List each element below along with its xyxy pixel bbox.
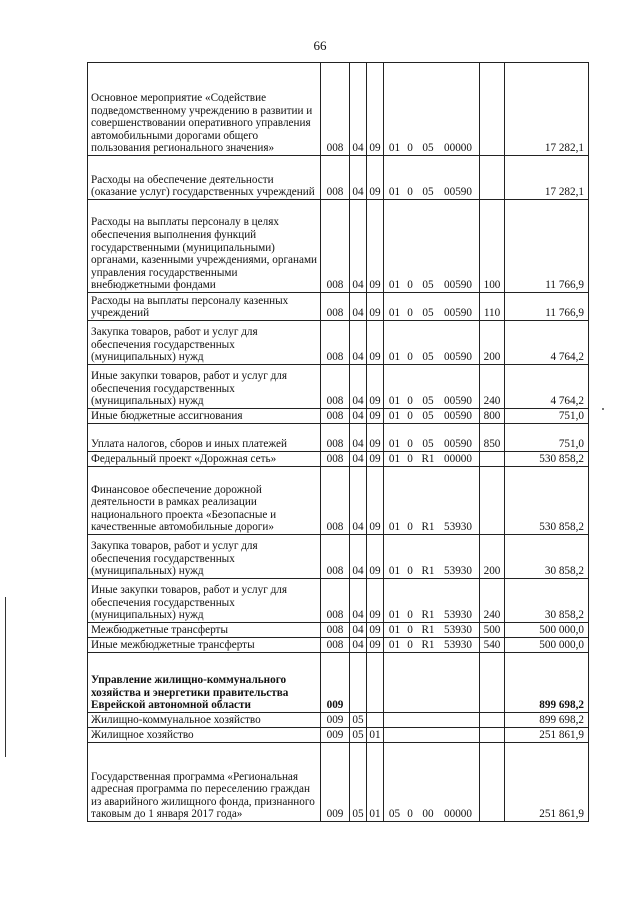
target-article-cell — [384, 713, 480, 728]
target-article-part: 0 — [407, 438, 413, 451]
target-article-part: 05 — [422, 279, 434, 292]
target-article-part: 53930 — [444, 639, 472, 652]
table-row — [88, 293, 589, 321]
amount-cell: 30 858,2 — [505, 579, 589, 623]
table-row — [88, 743, 589, 822]
target-article-part: 0 — [407, 565, 413, 578]
subsection-code-cell: 09 — [367, 156, 384, 200]
target-article-part: 53930 — [444, 609, 472, 622]
table-row — [88, 63, 589, 156]
target-article-cell — [384, 293, 480, 321]
target-article-part: 01 — [388, 307, 401, 320]
target-article-part: 0 — [407, 410, 413, 423]
target-article-part: 01 — [388, 186, 401, 199]
target-article-part: 0 — [407, 609, 413, 622]
expense-type-cell: 240 — [480, 579, 505, 623]
expense-type-cell: 200 — [480, 535, 505, 579]
section-code-cell: 04 — [350, 63, 367, 156]
target-article-part: 00590 — [444, 186, 472, 199]
expense-type-cell: 110 — [480, 293, 505, 321]
target-article-cell — [384, 728, 480, 743]
item-name-cell: Финансовое обеспечение дорожной деятельности в рамках реализации национального проекта «Безопасные и качественные автомобильные дороги» — [88, 467, 321, 535]
target-article-part: 00590 — [444, 279, 472, 292]
table-row — [88, 321, 589, 365]
amount-cell: 530 858,2 — [505, 467, 589, 535]
item-name-cell: Расходы на выплаты персоналу в целях обеспечения выполнения функций государственными (муниципальными) органами, казенными учреждениями, органами управления государственными внебюджетными фондами — [88, 200, 321, 293]
target-article-part: R1 — [421, 521, 435, 534]
admin-code-cell: 008 — [321, 535, 350, 579]
target-article-part: 0 — [407, 521, 413, 534]
target-article-cell — [384, 409, 480, 424]
amount-cell: 11 766,9 — [505, 293, 589, 321]
subsection-code-cell: 09 — [367, 452, 384, 467]
target-article-part: 0 — [407, 453, 413, 466]
amount-cell: 251 861,9 — [505, 728, 589, 743]
admin-code-cell: 008 — [321, 293, 350, 321]
target-article-part: 01 — [388, 351, 401, 364]
target-article-part: 00000 — [444, 808, 472, 821]
table-row — [88, 467, 589, 535]
target-article-part: 05 — [422, 307, 434, 320]
amount-cell: 30 858,2 — [505, 535, 589, 579]
admin-code-cell: 009 — [321, 743, 350, 822]
item-name-cell: Расходы на обеспечение деятельности (оказание услуг) государственных учреждений — [88, 156, 321, 200]
admin-code-cell: 008 — [321, 365, 350, 409]
admin-code-cell: 008 — [321, 623, 350, 638]
admin-code-cell: 008 — [321, 409, 350, 424]
admin-code-cell: 008 — [321, 452, 350, 467]
page-number: 66 — [313, 38, 327, 53]
item-name-cell: Федеральный проект «Дорожная сеть» — [88, 452, 321, 467]
target-article-part: 01 — [388, 639, 401, 652]
target-article-cell — [384, 535, 480, 579]
admin-code-cell: 009 — [321, 728, 350, 743]
expense-type-cell — [480, 743, 505, 822]
admin-code-cell: 008 — [321, 467, 350, 535]
table-row — [88, 713, 589, 728]
target-article-part: 0 — [407, 639, 413, 652]
section-code-cell: 05 — [350, 743, 367, 822]
amount-cell: 251 861,9 — [505, 743, 589, 822]
target-article-part: 00 — [422, 808, 434, 821]
target-article-part: 05 — [422, 395, 434, 408]
subsection-code-cell — [367, 653, 384, 713]
section-code-cell: 04 — [350, 535, 367, 579]
target-article-cell — [384, 653, 480, 713]
item-name-cell: Расходы на выплаты персоналу казенных учреждений — [88, 293, 321, 321]
table-row — [88, 424, 589, 452]
item-name-cell: Межбюджетные трансферты — [88, 623, 321, 638]
expense-type-cell: 800 — [480, 409, 505, 424]
item-name-cell: Иные бюджетные ассигнования — [88, 409, 321, 424]
expense-type-cell — [480, 156, 505, 200]
target-article-part: 0 — [407, 395, 413, 408]
target-article-cell — [384, 200, 480, 293]
item-name-cell: Управление жилищно-коммунального хозяйства и энергетики правительства Еврейской автономной области — [88, 653, 321, 713]
item-name-cell: Основное мероприятие «Содействие подведомственному учреждению в развитии и совершенствовании оперативного управления автомобильными дорогами общего пользования регионального значения» — [88, 63, 321, 156]
amount-cell: 751,0 — [505, 424, 589, 452]
target-article-part: 01 — [388, 624, 401, 637]
target-article-part: 05 — [422, 351, 434, 364]
item-name-cell: Закупка товаров, работ и услуг для обеспечения государственных (муниципальных) нужд — [88, 535, 321, 579]
item-name-cell: Государственная программа «Региональная адресная программа по переселению граждан из аварийного жилищного фонда, признанного таковым до 1 января 2017 года» — [88, 743, 321, 822]
section-code-cell: 05 — [350, 728, 367, 743]
target-article-part: R1 — [421, 639, 435, 652]
target-article-part: 05 — [388, 808, 401, 821]
amount-cell: 899 698,2 — [505, 713, 589, 728]
target-article-cell — [384, 156, 480, 200]
section-code-cell: 04 — [350, 623, 367, 638]
amount-cell: 17 282,1 — [505, 63, 589, 156]
amount-cell: 500 000,0 — [505, 638, 589, 653]
target-article-part: 00590 — [444, 438, 472, 451]
target-article-cell — [384, 743, 480, 822]
target-article-cell — [384, 424, 480, 452]
target-article-cell — [384, 623, 480, 638]
amount-cell: 751,0 — [505, 409, 589, 424]
expense-type-cell — [480, 467, 505, 535]
table-row — [88, 638, 589, 653]
target-article-part: 53930 — [444, 565, 472, 578]
subsection-code-cell: 09 — [367, 623, 384, 638]
admin-code-cell: 009 — [321, 653, 350, 713]
target-article-cell — [384, 63, 480, 156]
target-article-part: R1 — [421, 609, 435, 622]
section-code-cell: 05 — [350, 713, 367, 728]
expense-type-cell — [480, 452, 505, 467]
target-article-cell — [384, 579, 480, 623]
section-code-cell: 04 — [350, 156, 367, 200]
target-article-cell — [384, 452, 480, 467]
target-article-part: 0 — [407, 279, 413, 292]
target-article-part: 01 — [388, 438, 401, 451]
margin-line — [5, 597, 6, 757]
subsection-code-cell: 09 — [367, 424, 384, 452]
target-article-part: 0 — [407, 142, 413, 155]
target-article-part: 0 — [407, 307, 413, 320]
expense-type-cell: 540 — [480, 638, 505, 653]
target-article-part: 01 — [388, 279, 401, 292]
section-code-cell: 04 — [350, 365, 367, 409]
amount-cell: 500 000,0 — [505, 623, 589, 638]
section-code-cell: 04 — [350, 467, 367, 535]
target-article-cell — [384, 321, 480, 365]
table-row — [88, 579, 589, 623]
target-article-cell — [384, 365, 480, 409]
subsection-code-cell: 09 — [367, 638, 384, 653]
target-article-part: 0 — [407, 808, 413, 821]
table-row — [88, 535, 589, 579]
admin-code-cell: 008 — [321, 579, 350, 623]
target-article-part: 05 — [422, 142, 434, 155]
subsection-code-cell — [367, 713, 384, 728]
target-article-part: R1 — [421, 565, 435, 578]
section-code-cell: 04 — [350, 424, 367, 452]
amount-cell: 11 766,9 — [505, 200, 589, 293]
amount-cell: 4 764,2 — [505, 365, 589, 409]
subsection-code-cell: 09 — [367, 200, 384, 293]
target-article-part: 00000 — [444, 453, 472, 466]
table-row — [88, 728, 589, 743]
table-row — [88, 156, 589, 200]
expense-type-cell: 240 — [480, 365, 505, 409]
target-article-part: 01 — [388, 142, 401, 155]
target-article-part: 01 — [388, 609, 401, 622]
target-article-part: 01 — [388, 395, 401, 408]
target-article-part: 01 — [388, 521, 401, 534]
table-row — [88, 409, 589, 424]
expense-type-cell — [480, 713, 505, 728]
target-article-part: 00590 — [444, 351, 472, 364]
subsection-code-cell: 01 — [367, 743, 384, 822]
expense-type-cell: 100 — [480, 200, 505, 293]
target-article-part: 00590 — [444, 410, 472, 423]
subsection-code-cell: 09 — [367, 409, 384, 424]
expense-type-cell — [480, 728, 505, 743]
item-name-cell: Жилищное хозяйство — [88, 728, 321, 743]
subsection-code-cell: 09 — [367, 63, 384, 156]
target-article-part: 00000 — [444, 142, 472, 155]
expense-type-cell — [480, 653, 505, 713]
item-name-cell: Закупка товаров, работ и услуг для обеспечения государственных (муниципальных) нужд — [88, 321, 321, 365]
section-code-cell: 04 — [350, 321, 367, 365]
target-article-part: 00590 — [444, 307, 472, 320]
target-article-part: 01 — [388, 410, 401, 423]
target-article-part: 05 — [422, 438, 434, 451]
target-article-part: 0 — [407, 186, 413, 199]
target-article-part: 53930 — [444, 624, 472, 637]
subsection-code-cell: 09 — [367, 535, 384, 579]
admin-code-cell: 008 — [321, 424, 350, 452]
expense-type-cell — [480, 63, 505, 156]
target-article-part: R1 — [421, 453, 435, 466]
target-article-part: R1 — [421, 624, 435, 637]
admin-code-cell: 008 — [321, 321, 350, 365]
subsection-code-cell: 09 — [367, 467, 384, 535]
admin-code-cell: 008 — [321, 156, 350, 200]
subsection-code-cell: 09 — [367, 321, 384, 365]
item-name-cell: Жилищно-коммунальное хозяйство — [88, 713, 321, 728]
section-code-cell: 04 — [350, 579, 367, 623]
table-row — [88, 200, 589, 293]
budget-table — [87, 62, 589, 822]
target-article-part: 00590 — [444, 395, 472, 408]
expense-type-cell: 200 — [480, 321, 505, 365]
table-row — [88, 653, 589, 713]
target-article-part: 0 — [407, 624, 413, 637]
section-code-cell — [350, 653, 367, 713]
item-name-cell: Иные межбюджетные трансферты — [88, 638, 321, 653]
admin-code-cell: 008 — [321, 200, 350, 293]
section-code-cell: 04 — [350, 452, 367, 467]
section-code-cell: 04 — [350, 409, 367, 424]
section-code-cell: 04 — [350, 293, 367, 321]
section-code-cell: 04 — [350, 638, 367, 653]
target-article-part: 0 — [407, 351, 413, 364]
admin-code-cell: 009 — [321, 713, 350, 728]
expense-type-cell: 850 — [480, 424, 505, 452]
subsection-code-cell: 01 — [367, 728, 384, 743]
item-name-cell: Уплата налогов, сборов и иных платежей — [88, 424, 321, 452]
table-row — [88, 365, 589, 409]
target-article-part: 01 — [388, 565, 401, 578]
amount-cell: 17 282,1 — [505, 156, 589, 200]
item-name-cell: Иные закупки товаров, работ и услуг для обеспечения государственных (муниципальных) нужд — [88, 365, 321, 409]
amount-cell: 530 858,2 — [505, 452, 589, 467]
target-article-cell — [384, 467, 480, 535]
budget-table-body — [88, 63, 589, 822]
target-article-part: 53930 — [444, 521, 472, 534]
amount-cell: 4 764,2 — [505, 321, 589, 365]
admin-code-cell: 008 — [321, 63, 350, 156]
table-row — [88, 452, 589, 467]
section-code-cell: 04 — [350, 200, 367, 293]
target-article-part: 01 — [388, 453, 401, 466]
target-article-cell — [384, 638, 480, 653]
table-row — [88, 623, 589, 638]
target-article-part: 05 — [422, 186, 434, 199]
subsection-code-cell: 09 — [367, 293, 384, 321]
item-name-cell: Иные закупки товаров, работ и услуг для обеспечения государственных (муниципальных) нужд — [88, 579, 321, 623]
amount-cell: 899 698,2 — [505, 653, 589, 713]
admin-code-cell: 008 — [321, 638, 350, 653]
scan-dot — [602, 408, 604, 410]
subsection-code-cell: 09 — [367, 579, 384, 623]
expense-type-cell: 500 — [480, 623, 505, 638]
subsection-code-cell: 09 — [367, 365, 384, 409]
target-article-part: 05 — [422, 410, 434, 423]
